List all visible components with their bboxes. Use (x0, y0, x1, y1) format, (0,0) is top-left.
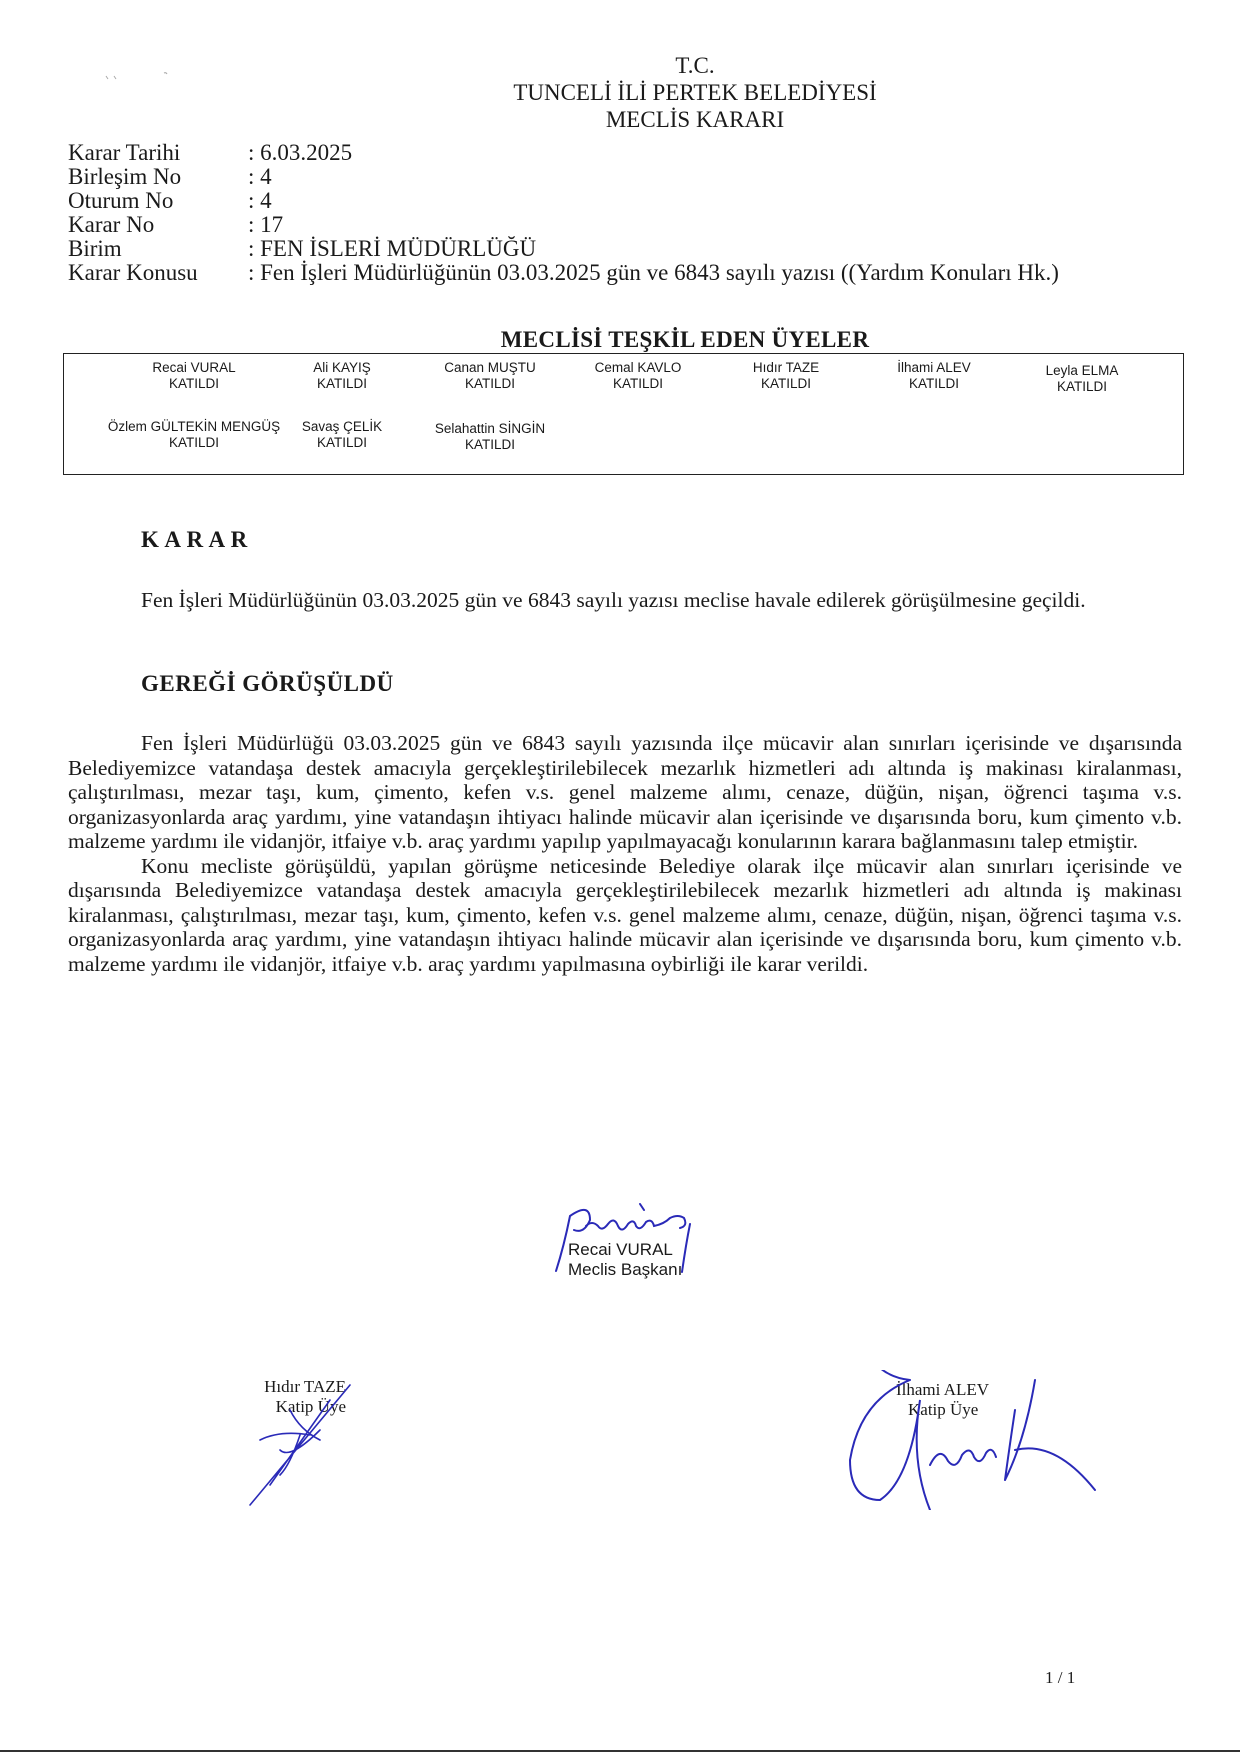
president-signature-block (568, 1240, 682, 1280)
member-name: Savaş ÇELİK (301, 419, 383, 434)
member-name: Canan MUŞTU (444, 360, 536, 375)
document-header (0, 52, 1240, 133)
clerk1-signature-icon (240, 1380, 370, 1510)
member-name: Cemal KAVLO (594, 360, 682, 375)
member-cell (854, 360, 1014, 392)
member-name: Özlem GÜLTEKİN MENGÜŞ (107, 419, 281, 434)
meta-label: Karar Tarihi (68, 140, 181, 165)
meta-row-unit (68, 237, 1059, 261)
member-status: KATILDI (908, 376, 959, 391)
meta-value: : 17 (248, 212, 284, 237)
header-decision-type: MECLİS KARARI (605, 107, 785, 132)
meta-value: : 4 (248, 164, 272, 189)
meta-label: Birim (68, 236, 122, 261)
meta-value: : 4 (248, 188, 272, 213)
geregi-heading: GEREĞİ GÖRÜŞÜLDÜ (141, 671, 394, 696)
meta-row-sitting (68, 189, 1059, 213)
geregi-paragraphs (68, 731, 1182, 976)
clerk1-name: Hıdır TAZE (264, 1377, 346, 1396)
president-name: Recai VURAL (568, 1240, 673, 1259)
member-name: Leyla ELMA (1045, 363, 1119, 378)
meta-row-session (68, 165, 1059, 189)
meta-row-date (68, 141, 1059, 165)
clerk1-title: Katip Üye (275, 1397, 346, 1416)
member-status: KATILDI (612, 376, 663, 391)
member-name: İlhami ALEV (897, 360, 971, 375)
header-municipality: TUNCELİ İLİ PERTEK BELEDİYESİ (513, 80, 877, 105)
member-cell (114, 360, 274, 392)
meta-row-number (68, 213, 1059, 237)
clerk2-name: İlhami ALEV (896, 1380, 990, 1399)
members-title-text: MECLİSİ TEŞKİL EDEN ÜYELER (500, 327, 870, 352)
member-cell (410, 421, 570, 453)
member-cell (410, 360, 570, 392)
header-tc: T.C. (675, 53, 715, 78)
members-box (63, 353, 1184, 475)
members-title (0, 327, 1240, 353)
meta-label: Oturum No (68, 188, 174, 213)
decision-meta (68, 141, 1059, 285)
member-status: KATILDI (168, 376, 219, 391)
member-status: KATILDI (464, 437, 515, 452)
member-status: KATILDI (316, 435, 367, 450)
member-cell (1002, 363, 1162, 395)
member-name: Hıdır TAZE (752, 360, 820, 375)
member-cell (104, 419, 284, 451)
member-name: Recai VURAL (152, 360, 236, 375)
meta-value: : Fen İşleri Müdürlüğünün 03.03.2025 gün ve 6843 sayılı yazısı ((Yardım Konuları Hk.) (248, 260, 1059, 285)
member-name: Selahattin SİNGİN (434, 421, 546, 436)
bottom-rule (0, 1750, 1240, 1752)
member-cell (262, 360, 422, 392)
member-status: KATILDI (1056, 379, 1107, 394)
clerk2-title: Katip Üye (908, 1400, 979, 1419)
karar-heading: K A R A R (141, 527, 248, 552)
karar-paragraph (68, 588, 1182, 613)
meta-label: Birleşim No (68, 164, 182, 189)
meta-label: Karar No (68, 212, 155, 237)
karar-text: Fen İşleri Müdürlüğünün 03.03.2025 gün ve 6843 sayılı yazısı meclise havale edilerek görüşülmesine geçildi. (141, 588, 1086, 612)
member-status: KATILDI (316, 376, 367, 391)
meta-row-subject (68, 261, 1059, 285)
member-status: KATILDI (464, 376, 515, 391)
member-cell (706, 360, 866, 392)
meta-label: Karar Konusu (68, 260, 198, 285)
page-number: 1 / 1 (1045, 1668, 1076, 1687)
member-name: Ali KAYIŞ (313, 360, 371, 375)
meta-value: : 6.03.2025 (248, 140, 353, 165)
geregi-paragraph-2: Konu mecliste görüşüldü, yapılan görüşme neticesinde Belediye olarak ilçe mücavir alan sınırları içerisinde ve dışarısında Belediyemizce vatandaşa destek amacıyla gerçekleştirilebilecek mezarlık hizmetleri adı altında iş makinası kiralanması, çalıştırılması, mezar taşı, kum, çimento, kefen v.s. genel malzeme alımı, cenaze, düğün, nişan, öğrenci taşıma v.s. organizasyonlarda araç yardımı, yine vatandaşın ihtiyacı halinde mücavir alan içerisinde ve dışarısında boru, kum çimento v.b. malzeme yardımı ile vidanjör, itfaiye v.b. araç yardımı yapılmasına oybirliği ile karar verildi. (68, 853, 1182, 976)
meta-value: : FEN İSLERİ MÜDÜRLÜĞÜ (248, 236, 537, 261)
member-status: KATILDI (168, 435, 219, 450)
member-status: KATILDI (760, 376, 811, 391)
geregi-paragraph-1: Fen İşleri Müdürlüğü 03.03.2025 gün ve 6843 sayılı yazısında ilçe mücavir alan sınırları içerisinde ve dışarısında Belediyemizce vatandaşa destek amacıyla gerçekleştirilebilecek mezarlık hizmetleri adı altında iş makinası kiralanması, çalıştırılması, mezar taşı, kum, çimento, kefen v.s. genel malzeme alımı, cenaze, düğün, nişan, öğrenci taşıma v.s. organizasyonlarda araç yardımı, yine vatandaşın ihtiyacı halinde mücavir alan içerisinde ve dışarısında boru, kum çimento v.b. malzeme yardımı ile vidanjör, itfaiye v.b. araç yardımı yapılıp yapılmayacağı konularının karara bağlanmasını talep etmiştir. (68, 731, 1182, 853)
member-cell (558, 360, 718, 392)
president-title: Meclis Başkanı (568, 1260, 683, 1279)
member-cell (262, 419, 422, 451)
clerk2-signature-icon (840, 1370, 1100, 1510)
